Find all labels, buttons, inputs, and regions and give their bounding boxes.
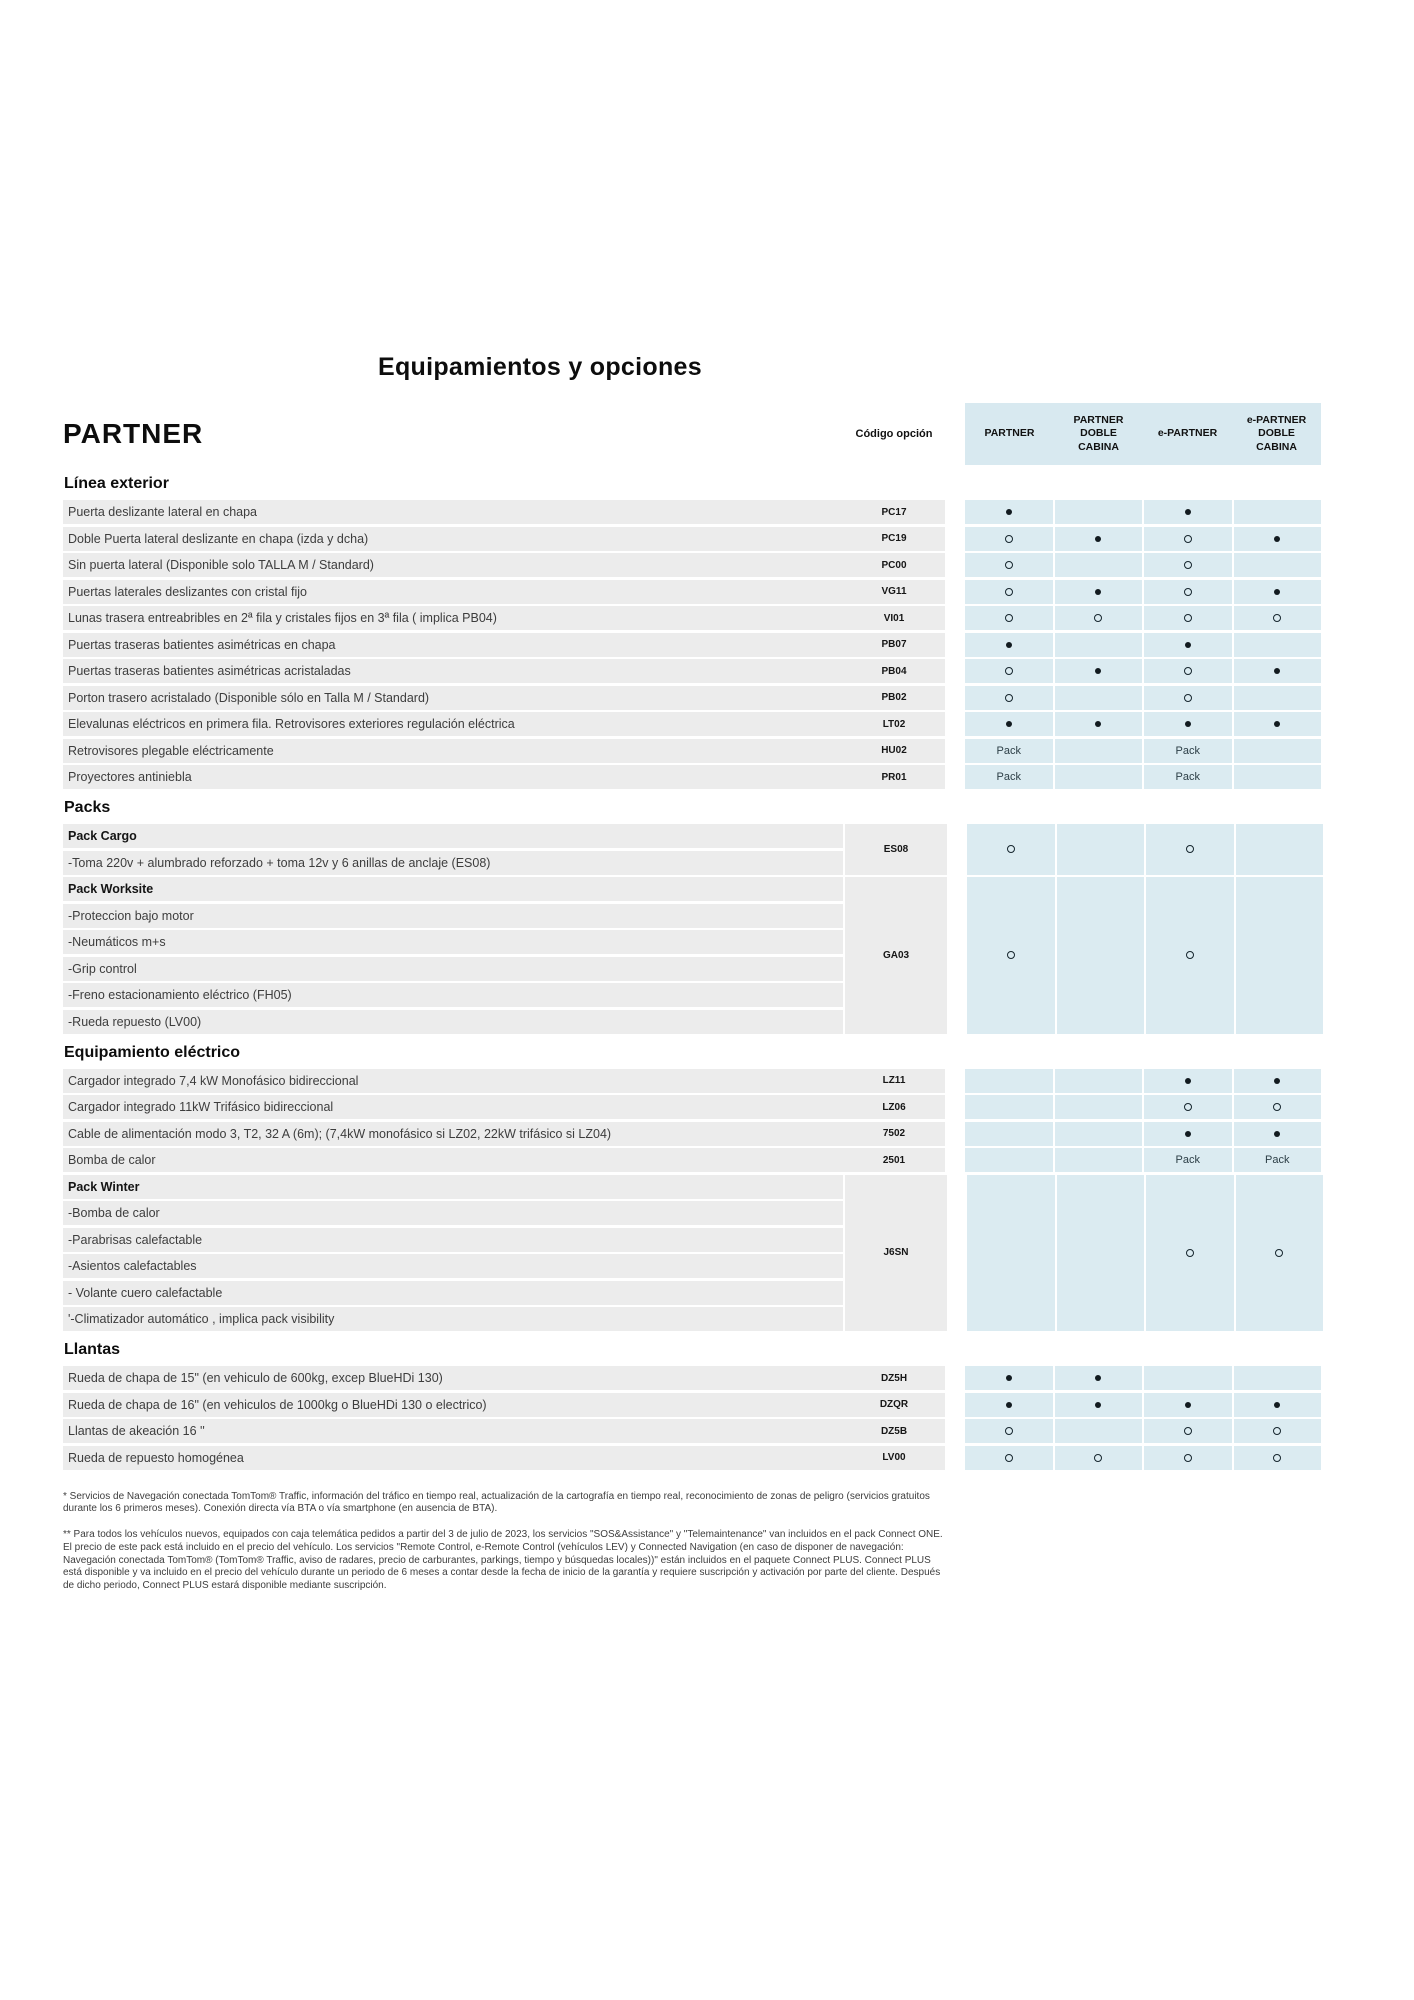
availability-cells: [965, 1095, 1321, 1119]
optional-equipment-circle-icon: [1005, 694, 1013, 702]
pack-group-title: Pack Winter: [63, 1175, 843, 1199]
availability-cell: [1055, 659, 1143, 683]
footnotes: [63, 1491, 949, 1594]
footnote-navigation-services: * Servicios de Navegación conectada TomTom® Traffic, información del tráfico en tiempo real, actualización de la cartografía en tiempo real, reconocimiento de zonas de peligro (servicios gratuitos durante los 6 primeros meses). Conexión directa vía BTA o vía smartphone (en ausencia de BTA).: [63, 1490, 930, 1515]
option-row: [63, 1122, 1414, 1146]
option-code: VI01: [883, 612, 905, 624]
option-row: [63, 553, 1414, 577]
pack-group-item: -Freno estacionamiento eléctrico (FH05): [63, 983, 843, 1007]
availability-cell: [1144, 1069, 1232, 1093]
option-row-band: [63, 633, 945, 657]
option-row: [63, 1393, 1414, 1417]
availability-cell: [1144, 1419, 1232, 1443]
standard-equipment-dot-icon: [1006, 1375, 1012, 1381]
optional-equipment-circle-icon: [1184, 588, 1192, 596]
optional-equipment-circle-icon: [1005, 1454, 1013, 1462]
availability-cells: [965, 712, 1321, 736]
option-row: [63, 1366, 1414, 1390]
availability-cell: [967, 824, 1055, 875]
availability-cells: [965, 1393, 1321, 1417]
column-header: PARTNER: [984, 427, 1035, 440]
optional-equipment-circle-icon: [1184, 614, 1192, 622]
availability-cell: [1236, 824, 1324, 875]
option-row-band: [63, 1419, 945, 1443]
optional-equipment-circle-icon: [1184, 1454, 1192, 1462]
option-label: Bomba de calor: [68, 1153, 156, 1167]
option-row-band: [63, 527, 945, 551]
optional-equipment-circle-icon: [1186, 845, 1194, 853]
column-header: PARTNER DOBLE CABINA: [1073, 413, 1124, 453]
option-row: [63, 580, 1414, 604]
availability-cell: [1234, 553, 1322, 577]
standard-equipment-dot-icon: [1006, 1402, 1012, 1408]
availability-cell: [1055, 606, 1143, 630]
option-code: PC00: [881, 559, 907, 571]
option-code: PB02: [881, 692, 907, 703]
pack-availability-label: Pack: [1265, 1154, 1290, 1166]
option-label: Rueda de repuesto homogénea: [68, 1450, 244, 1465]
optional-equipment-circle-icon: [1184, 561, 1192, 569]
availability-cell: [965, 606, 1053, 630]
option-row-band: [63, 765, 945, 789]
availability-cell: [967, 877, 1055, 1034]
standard-equipment-dot-icon: [1095, 589, 1101, 595]
option-row-band: [63, 659, 945, 683]
pack-group: [63, 824, 1414, 875]
option-label: Cable de alimentación modo 3, T2, 32 A (6m); (7,4kW monofásico si LZ02, 22kW trifásico si LZ04): [68, 1126, 612, 1141]
availability-cells: [965, 580, 1321, 604]
standard-equipment-dot-icon: [1185, 642, 1191, 648]
optional-equipment-circle-icon: [1184, 535, 1192, 543]
availability-cells: [965, 500, 1321, 524]
availability-cell: [1144, 1122, 1232, 1146]
option-label: Puerta deslizante lateral en chapa: [68, 505, 258, 519]
option-label: Doble Puerta lateral deslizante en chapa (izda y dcha): [68, 531, 369, 546]
availability-cell: [1055, 1446, 1143, 1470]
availability-cell: [1234, 500, 1322, 524]
pack-group-item: -Rueda repuesto (LV00): [63, 1010, 843, 1034]
option-row-band: [63, 500, 945, 524]
option-label: Elevalunas eléctricos en primera fila. Retrovisores exteriores regulación eléctrica: [68, 717, 515, 731]
availability-cell: [1234, 1366, 1322, 1390]
variant-columns-header: [965, 403, 1321, 465]
pack-availability-label: Pack: [1175, 744, 1200, 757]
option-label: Cargador integrado 11kW Trifásico bidireccional: [68, 1100, 334, 1114]
availability-cell: [1234, 1419, 1322, 1443]
standard-equipment-dot-icon: [1274, 1131, 1280, 1137]
standard-equipment-dot-icon: [1006, 721, 1012, 727]
availability-cell: [1234, 1069, 1322, 1093]
option-row-band: [63, 1148, 945, 1172]
standard-equipment-dot-icon: [1095, 1402, 1101, 1408]
availability-cells: [965, 739, 1321, 763]
option-code: VG11: [881, 586, 907, 597]
option-label: Rueda de chapa de 15" (en vehiculo de 600kg, excep BlueHDi 130): [68, 1371, 443, 1385]
optional-equipment-circle-icon: [1273, 614, 1281, 622]
availability-cell: [965, 1069, 1053, 1093]
option-label: Porton trasero acristalado (Disponible sólo en Talla M / Standard): [68, 690, 430, 705]
optional-equipment-circle-icon: [1005, 561, 1013, 569]
pack-group-item: '-Climatizador automático , implica pack visibility: [63, 1307, 843, 1331]
option-row: [63, 1069, 1414, 1093]
availability-cells: [965, 553, 1321, 577]
option-row: [63, 633, 1414, 657]
availability-cell: [1234, 1122, 1322, 1146]
model-title: PARTNER: [63, 418, 204, 449]
page-title: Equipamientos y opciones: [378, 353, 702, 381]
optional-equipment-circle-icon: [1186, 1249, 1194, 1257]
pack-group-rows: [63, 1175, 843, 1332]
option-row: [63, 686, 1414, 710]
standard-equipment-dot-icon: [1274, 536, 1280, 542]
availability-cell: [1234, 739, 1322, 763]
availability-cell: [965, 765, 1053, 789]
pack-group-title: Pack Worksite: [63, 877, 843, 901]
option-label: Retrovisores plegable eléctricamente: [68, 743, 274, 758]
availability-cell: [1144, 500, 1232, 524]
availability-cell: [1234, 606, 1322, 630]
standard-equipment-dot-icon: [1274, 668, 1280, 674]
standard-equipment-dot-icon: [1095, 721, 1101, 727]
availability-cell: [1144, 606, 1232, 630]
option-code: J6SN: [845, 1175, 947, 1332]
pack-group-rows: [63, 877, 843, 1034]
option-row-band: [63, 1393, 945, 1417]
availability-cell: [965, 553, 1053, 577]
availability-cell: [1055, 527, 1143, 551]
availability-cell: [965, 1148, 1053, 1172]
standard-equipment-dot-icon: [1095, 1375, 1101, 1381]
option-row-band: [63, 1069, 945, 1093]
option-row: [63, 606, 1414, 630]
availability-cell: [1055, 765, 1143, 789]
pack-group-item: -Parabrisas calefactable: [63, 1228, 843, 1252]
column-header: e-PARTNER: [1157, 427, 1218, 440]
availability-cell: [1234, 580, 1322, 604]
option-code: HU02: [881, 745, 907, 756]
option-code: PC17: [881, 506, 907, 518]
availability-cell: [965, 739, 1053, 763]
optional-equipment-circle-icon: [1005, 667, 1013, 675]
availability-cell: [1146, 824, 1234, 875]
pack-group-item: -Proteccion bajo motor: [63, 904, 843, 928]
availability-cell: [1234, 1446, 1322, 1470]
option-code: DZQR: [879, 1399, 909, 1410]
availability-cell: [1055, 1419, 1143, 1443]
availability-cell: [1144, 659, 1232, 683]
option-label: Puertas laterales deslizantes con cristal fijo: [68, 584, 308, 599]
pack-availability-label: Pack: [996, 771, 1021, 783]
availability-cell: [1236, 1175, 1324, 1332]
availability-cell: [1055, 1393, 1143, 1417]
option-code-column-header: Código opción: [855, 428, 933, 440]
availability-cell: [1234, 659, 1322, 683]
availability-cell: [1144, 1393, 1232, 1417]
availability-cell: [965, 1095, 1053, 1119]
option-row: [63, 765, 1414, 789]
option-row-band: [63, 1122, 945, 1146]
availability-cell: [965, 1393, 1053, 1417]
availability-cells: [967, 877, 1323, 1034]
pack-group: [63, 877, 1414, 1034]
availability-cell: [1144, 1095, 1232, 1119]
option-code: 2501: [882, 1154, 906, 1166]
pack-group-title: Pack Cargo: [63, 824, 843, 848]
availability-cell: [1055, 580, 1143, 604]
availability-cell: [1055, 1122, 1143, 1146]
standard-equipment-dot-icon: [1185, 721, 1191, 727]
availability-cell: [1144, 1148, 1232, 1172]
availability-cells: [965, 606, 1321, 630]
option-row-band: [63, 580, 945, 604]
option-row: [63, 1419, 1414, 1443]
optional-equipment-circle-icon: [1005, 614, 1013, 622]
option-code: DZ5H: [880, 1372, 908, 1384]
optional-equipment-circle-icon: [1273, 1427, 1281, 1435]
availability-cell: [1144, 1366, 1232, 1390]
standard-equipment-dot-icon: [1274, 1078, 1280, 1084]
option-code: PR01: [881, 771, 907, 783]
availability-cell: [1234, 686, 1322, 710]
optional-equipment-circle-icon: [1005, 535, 1013, 543]
pack-availability-label: Pack: [996, 744, 1021, 757]
option-row-band: [63, 553, 945, 577]
availability-cells: [965, 659, 1321, 683]
availability-cell: [1234, 633, 1322, 657]
pack-group: [63, 1175, 1414, 1332]
standard-equipment-dot-icon: [1006, 642, 1012, 648]
standard-equipment-dot-icon: [1274, 589, 1280, 595]
option-row: [63, 659, 1414, 683]
optional-equipment-circle-icon: [1273, 1103, 1281, 1111]
availability-cell: [965, 633, 1053, 657]
option-row: [63, 739, 1414, 763]
availability-cell: [1234, 1393, 1322, 1417]
table-header: [63, 403, 1414, 465]
availability-cell: [1057, 877, 1145, 1034]
option-row: [63, 500, 1414, 524]
table-title-area: [63, 419, 843, 449]
column-header: e-PARTNER DOBLE CABINA: [1246, 413, 1307, 453]
availability-cell: [965, 659, 1053, 683]
pack-group-item: -Asientos calefactables: [63, 1254, 843, 1278]
availability-cell: [1234, 527, 1322, 551]
option-row-band: [63, 1095, 945, 1119]
option-code: LZ06: [882, 1101, 906, 1113]
availability-cell: [1144, 739, 1232, 763]
availability-cell: [1055, 1069, 1143, 1093]
option-code: LV00: [882, 1452, 906, 1463]
section-title: Equipamiento eléctrico: [64, 1043, 241, 1061]
availability-cell: [1144, 580, 1232, 604]
availability-cell: [965, 500, 1053, 524]
availability-cell: [1055, 553, 1143, 577]
availability-cell: [1144, 527, 1232, 551]
availability-cell: [965, 1366, 1053, 1390]
standard-equipment-dot-icon: [1185, 1402, 1191, 1408]
standard-equipment-dot-icon: [1185, 1131, 1191, 1137]
availability-cells: [967, 1175, 1323, 1332]
option-label: Puertas traseras batientes asimétricas acristaladas: [68, 664, 351, 678]
availability-cells: [965, 633, 1321, 657]
availability-cells: [965, 765, 1321, 789]
option-label: Cargador integrado 7,4 kW Monofásico bidireccional: [68, 1073, 359, 1088]
optional-equipment-circle-icon: [1184, 1103, 1192, 1111]
availability-cell: [1055, 686, 1143, 710]
standard-equipment-dot-icon: [1185, 1078, 1191, 1084]
availability-cells: [965, 527, 1321, 551]
option-code: PB04: [881, 665, 907, 677]
availability-cell: [1055, 712, 1143, 736]
pack-group-item: -Toma 220v + alumbrado reforzado + toma 12v y 6 anillas de anclaje (ES08): [63, 851, 843, 875]
standard-equipment-dot-icon: [1274, 721, 1280, 727]
availability-cell: [1055, 1366, 1143, 1390]
optional-equipment-circle-icon: [1005, 1427, 1013, 1435]
standard-equipment-dot-icon: [1185, 509, 1191, 515]
option-code: ES08: [845, 824, 947, 875]
availability-cell: [1146, 877, 1234, 1034]
availability-cells: [965, 1419, 1321, 1443]
availability-cells: [965, 1122, 1321, 1146]
availability-cell: [1055, 1148, 1143, 1172]
availability-cell: [1234, 1148, 1322, 1172]
option-row: [63, 1095, 1414, 1119]
availability-cell: [1144, 553, 1232, 577]
section-title: Packs: [64, 799, 111, 816]
option-label: Llantas de akeación 16 '': [68, 1424, 205, 1438]
option-label: Rueda de chapa de 16" (en vehiculos de 1000kg o BlueHDi 130 o electrico): [68, 1397, 487, 1412]
availability-cell: [1144, 712, 1232, 736]
option-row-band: [63, 739, 945, 763]
availability-cells: [965, 1366, 1321, 1390]
optional-equipment-circle-icon: [1273, 1454, 1281, 1462]
availability-cell: [965, 1419, 1053, 1443]
availability-cell: [965, 1122, 1053, 1146]
option-row: [63, 527, 1414, 551]
availability-cell: [1055, 633, 1143, 657]
option-code: DZ5B: [880, 1425, 908, 1437]
availability-cell: [1234, 765, 1322, 789]
availability-cell: [1144, 633, 1232, 657]
availability-cell: [1057, 1175, 1145, 1332]
optional-equipment-circle-icon: [1184, 694, 1192, 702]
option-label: Proyectores antiniebla: [68, 770, 192, 784]
availability-cell: [1057, 824, 1145, 875]
optional-equipment-circle-icon: [1184, 1427, 1192, 1435]
option-label: Puertas traseras batientes asimétricas en chapa: [68, 637, 336, 652]
availability-cell: [1234, 1095, 1322, 1119]
availability-cells: [965, 686, 1321, 710]
optional-equipment-circle-icon: [1094, 1454, 1102, 1462]
footnote-connect-services: ** Para todos los vehículos nuevos, equipados con caja telemática pedidos a partir del 3 de julio de 2023, los servicios "SOS&Assistance" y "Telemaintenance" van incluidos en el pack Connect ONE. El precio de este pack está incluido en el precio del vehículo. Los servicios "Remote Control, e-Remote Control (vehículos LEV) y Connected Navigation (en caso de disponer de navegación: Navegación conectada TomTom® (TomTom® Traffic, aviso de radares, precio de carburantes, parkings, tiempo y búsquedas locales))" están incluidos en el paquete Connect PLUS. Connect PLUS está disponible y va incluido en el precio del vehículo durante un periodo de 6 meses a contar desde la fecha de inicio de la garantía y requiere suscripción y activación por parte del cliente. Después de dicho periodo, Connect PLUS estará disponible mediante suscripción.: [63, 1529, 943, 1592]
availability-cells: [965, 1148, 1321, 1172]
option-code: 7502: [882, 1128, 906, 1139]
option-row-band: [63, 1446, 945, 1470]
optional-equipment-circle-icon: [1094, 614, 1102, 622]
option-code: GA03: [845, 877, 947, 1034]
option-label: Lunas trasera entreabribles en 2ª fila y cristales fijos en 3ª fila ( implica PB04): [68, 611, 497, 625]
option-row-band: [63, 606, 945, 630]
standard-equipment-dot-icon: [1006, 509, 1012, 515]
availability-cells: [965, 1446, 1321, 1470]
availability-cell: [1234, 712, 1322, 736]
optional-equipment-circle-icon: [1275, 1249, 1283, 1257]
optional-equipment-circle-icon: [1007, 951, 1015, 959]
section-title: Línea exterior: [64, 475, 169, 492]
availability-cell: [965, 580, 1053, 604]
availability-cell: [1236, 877, 1324, 1034]
availability-cell: [965, 712, 1053, 736]
availability-cell: [1144, 1446, 1232, 1470]
pack-group-rows: [63, 824, 843, 875]
availability-cell: [965, 1446, 1053, 1470]
optional-equipment-circle-icon: [1186, 951, 1194, 959]
standard-equipment-dot-icon: [1095, 668, 1101, 674]
pack-availability-label: Pack: [1175, 1154, 1200, 1166]
pack-group-item: -Grip control: [63, 957, 843, 981]
pack-group-item: -Bomba de calor: [63, 1201, 843, 1225]
availability-cell: [1055, 1095, 1143, 1119]
option-label: Sin puerta lateral (Disponible solo TALLA M / Standard): [68, 558, 374, 572]
availability-cell: [965, 686, 1053, 710]
availability-cell: [1144, 686, 1232, 710]
option-code: PC19: [881, 533, 907, 544]
optional-equipment-circle-icon: [1007, 845, 1015, 853]
pack-group-item: - Volante cuero calefactable: [63, 1281, 843, 1305]
option-code: LZ11: [882, 1075, 906, 1086]
option-row-band: [63, 686, 945, 710]
option-row: [63, 1446, 1414, 1470]
availability-cell: [1055, 739, 1143, 763]
option-code: PB07: [881, 639, 907, 650]
pack-group-item: -Neumáticos m+s: [63, 930, 843, 954]
availability-cell: [1055, 500, 1143, 524]
optional-equipment-circle-icon: [1184, 667, 1192, 675]
option-row: [63, 1148, 1414, 1172]
option-code: LT02: [882, 718, 906, 730]
option-row-band: [63, 1366, 945, 1390]
pack-availability-label: Pack: [1175, 771, 1200, 783]
availability-cells: [965, 1069, 1321, 1093]
availability-cell: [965, 527, 1053, 551]
equipment-table: [63, 475, 1414, 1470]
optional-equipment-circle-icon: [1005, 588, 1013, 596]
availability-cell: [1146, 1175, 1234, 1332]
option-row: [63, 712, 1414, 736]
availability-cells: [967, 824, 1323, 875]
availability-cell: [967, 1175, 1055, 1332]
availability-cell: [1144, 765, 1232, 789]
option-row-band: [63, 712, 945, 736]
section-title: Llantas: [64, 1341, 121, 1358]
standard-equipment-dot-icon: [1095, 536, 1101, 542]
standard-equipment-dot-icon: [1274, 1402, 1280, 1408]
